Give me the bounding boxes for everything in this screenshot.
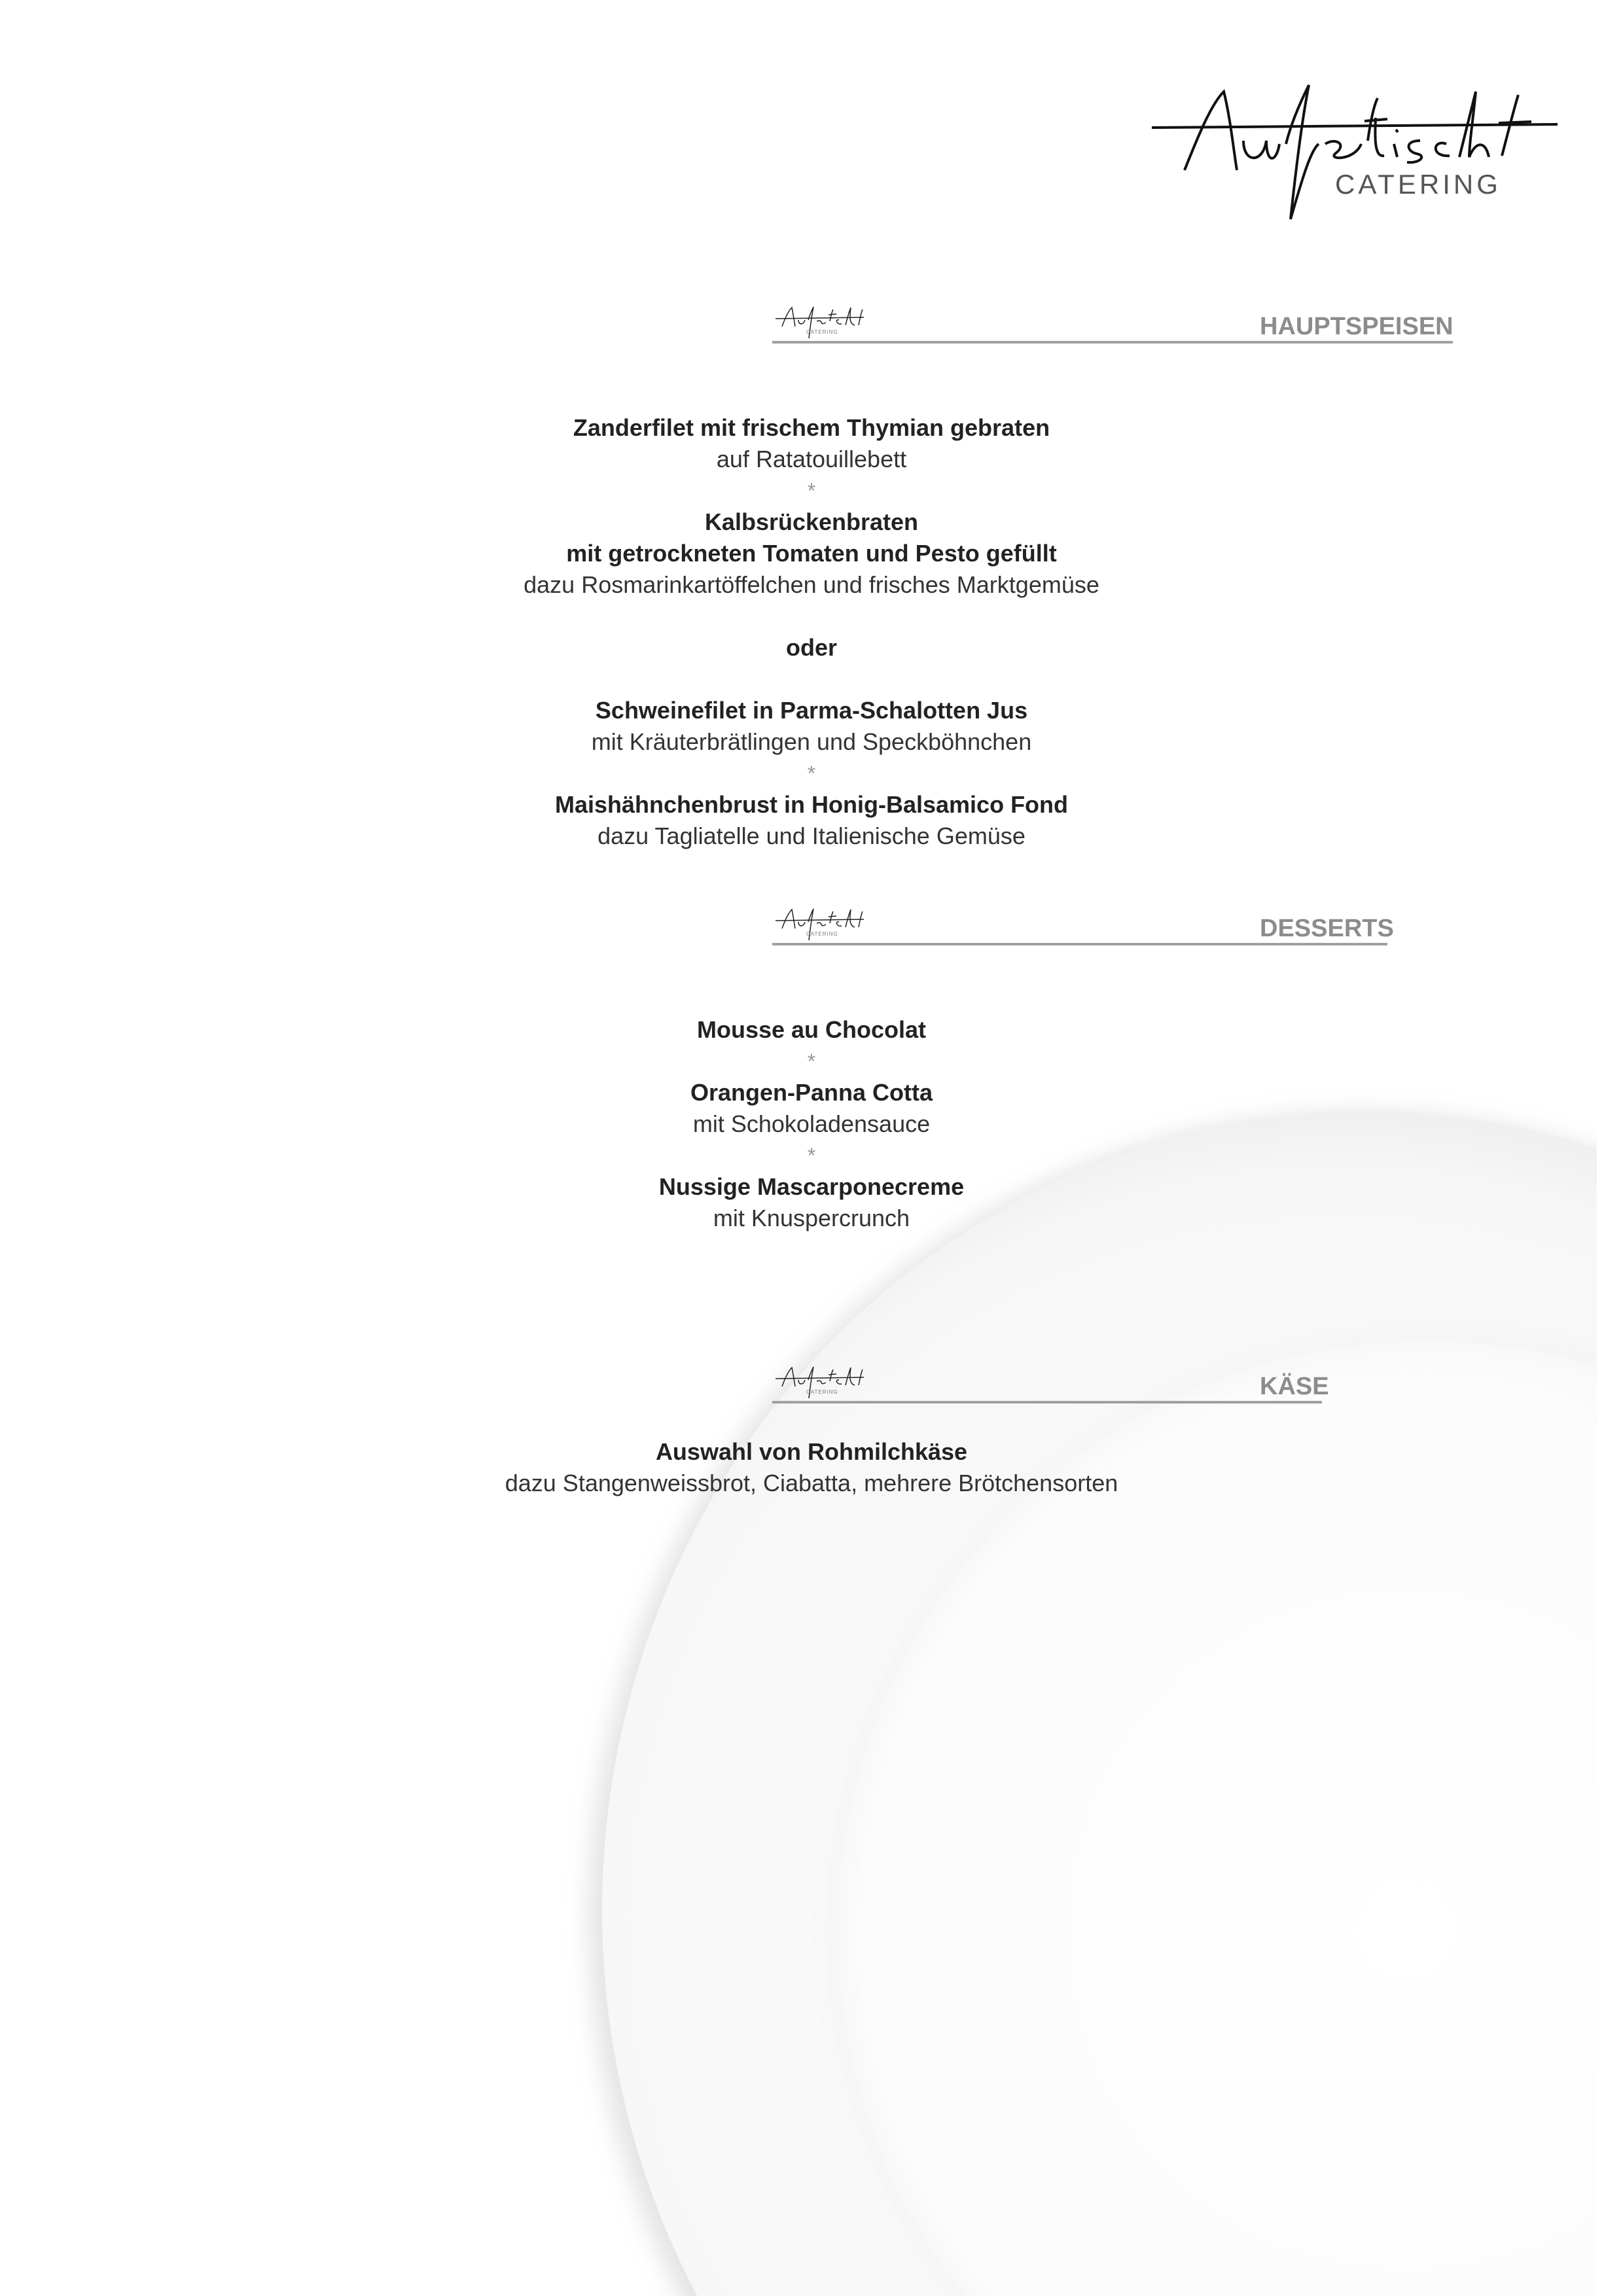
dish-title: Kalbsrückenbraten xyxy=(704,508,919,535)
menu-desserts xyxy=(353,1014,1270,1234)
mini-logo-icon xyxy=(772,906,870,945)
section-title: KÄSE xyxy=(1260,1373,1329,1400)
spacer xyxy=(353,663,1270,695)
separator-star: * xyxy=(807,762,816,785)
separator-star: * xyxy=(807,1050,816,1073)
logo-script-graphic xyxy=(1139,79,1584,236)
dish-description: mit Schokoladensauce xyxy=(692,1110,931,1137)
dish-description: mit Kräuterbrätlingen und Speckböhnchen xyxy=(591,728,1032,755)
dish-description: mit Knuspercrunch xyxy=(713,1205,910,1231)
mini-logo-icon xyxy=(772,1364,870,1404)
mini-logo-catering-text: CATERING xyxy=(806,1389,838,1395)
dish-description: dazu Stangenweissbrot, Ciabatta, mehrere Brötchensorten xyxy=(505,1470,1118,1496)
section-header-kaese xyxy=(772,1364,1329,1443)
mini-logo-catering-text: CATERING xyxy=(806,931,838,937)
dish-title: Auswahl von Rohmilchkäse xyxy=(655,1438,968,1465)
dish-title: Zanderfilet mit frischem Thymian gebraten xyxy=(573,414,1050,441)
dish-title: Maishähnchenbrust in Honig-Balsamico Fond xyxy=(554,791,1069,818)
section-header-desserts xyxy=(772,906,1394,985)
section-title: HAUPTSPEISEN xyxy=(1260,313,1454,340)
menu-kaese xyxy=(353,1436,1270,1499)
separator-star: * xyxy=(807,479,816,503)
dish-title: Mousse au Chocolat xyxy=(696,1016,927,1043)
dish-title: Nussige Mascarponecreme xyxy=(658,1173,965,1200)
aufgetischt-logo xyxy=(1139,79,1584,236)
dish-title: oder xyxy=(785,634,837,661)
section-divider xyxy=(772,1401,1322,1404)
dish-title: Orangen-Panna Cotta xyxy=(690,1079,933,1106)
mini-logo-catering-text: CATERING xyxy=(806,329,838,335)
dish-title: mit getrockneten Tomaten und Pesto gefüllt xyxy=(566,540,1057,567)
separator-star: * xyxy=(807,1144,816,1167)
dish-title: Schweinefilet in Parma-Schalotten Jus xyxy=(595,697,1028,724)
mini-logo-icon xyxy=(772,304,870,344)
menu-hauptspeisen xyxy=(353,412,1270,852)
dish-description: dazu Tagliatelle und Italienische Gemüse xyxy=(597,822,1026,849)
dish-description: dazu Rosmarinkartöffelchen und frisches Marktgemüse xyxy=(524,571,1099,598)
section-title: DESSERTS xyxy=(1260,915,1394,942)
logo-catering-text: CATERING xyxy=(1335,169,1501,200)
section-header-hauptspeisen xyxy=(772,304,1453,383)
dish-description: auf Ratatouillebett xyxy=(716,446,907,472)
spacer xyxy=(353,601,1270,632)
